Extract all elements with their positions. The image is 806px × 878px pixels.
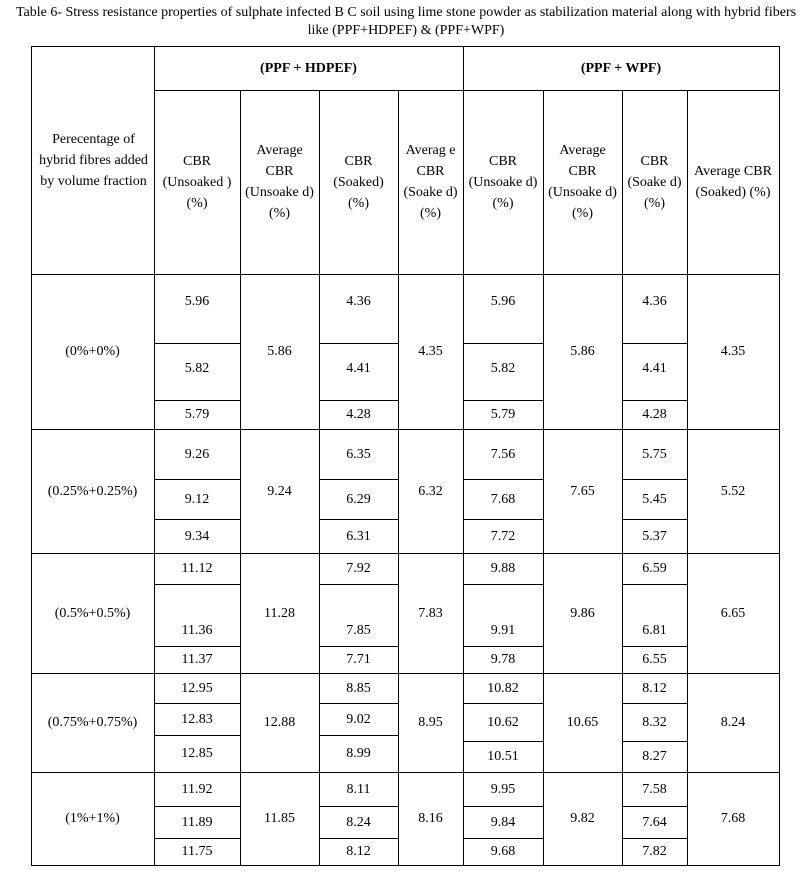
- average-cbr-cell: 5.52: [720, 483, 746, 499]
- cbr-value-cell: 7.71: [346, 652, 371, 667]
- cbr-value-cell: 7.58: [642, 782, 667, 797]
- cbr-value-cell: 5.96: [184, 294, 210, 309]
- column-header: Average CBR (Soaked) (%): [694, 164, 772, 200]
- cbr-value-cell: 9.68: [490, 844, 516, 859]
- column-header: CBR (Unsoaked ) (%): [162, 153, 232, 211]
- average-cbr-cell: 10.65: [566, 715, 599, 730]
- cbr-value-cell: 6.81: [642, 623, 667, 638]
- cbr-value-cell: 8.11: [346, 782, 371, 797]
- cbr-value-cell: 9.34: [184, 529, 210, 544]
- average-cbr-cell: 8.24: [720, 715, 746, 730]
- cbr-value-cell: 4.28: [346, 407, 371, 422]
- row-label: (0.75%+0.75%): [47, 715, 138, 730]
- cbr-value-cell: 9.91: [490, 623, 516, 638]
- average-cbr-cell: 6.65: [720, 605, 746, 621]
- cbr-value-cell: 5.82: [490, 361, 516, 376]
- group-header-hdpef: (PPF + HDPEF): [260, 60, 357, 76]
- cbr-value-cell: 4.41: [642, 361, 667, 376]
- cbr-value-cell: 6.55: [642, 652, 667, 667]
- table-border: [31, 865, 779, 866]
- cbr-value-cell: 12.95: [181, 681, 213, 696]
- average-cbr-cell: 6.32: [418, 483, 443, 499]
- cbr-value-cell: 6.59: [642, 561, 667, 576]
- cbr-value-cell: 8.85: [346, 681, 371, 696]
- cbr-value-cell: 4.36: [346, 294, 371, 309]
- cbr-value-cell: 7.72: [490, 529, 516, 544]
- cbr-value-cell: 10.62: [487, 715, 519, 730]
- average-cbr-cell: 11.28: [264, 605, 295, 621]
- cbr-value-cell: 4.36: [642, 294, 667, 309]
- cbr-value-cell: 11.36: [181, 623, 213, 638]
- column-header: CBR (Soake d) (%): [627, 153, 682, 211]
- cbr-value-cell: 5.37: [642, 529, 667, 544]
- cbr-value-cell: 10.51: [487, 749, 519, 764]
- cbr-value-cell: 8.27: [642, 749, 667, 764]
- cbr-value-cell: 11.89: [181, 815, 213, 830]
- cbr-value-cell: 9.12: [184, 492, 210, 507]
- average-cbr-cell: 4.35: [418, 344, 443, 359]
- cbr-value-cell: 11.75: [181, 844, 213, 859]
- cbr-value-cell: 6.29: [346, 492, 371, 507]
- average-cbr-cell: 9.24: [267, 483, 292, 499]
- cbr-value-cell: 11.92: [181, 782, 213, 797]
- cbr-value-cell: 9.95: [490, 782, 516, 797]
- cbr-value-cell: 7.64: [642, 815, 667, 830]
- cbr-value-cell: 4.28: [642, 407, 667, 422]
- cbr-value-cell: 8.12: [642, 681, 667, 696]
- cbr-value-cell: 9.84: [490, 815, 516, 830]
- cbr-value-cell: 6.31: [346, 529, 371, 544]
- cbr-value-cell: 12.85: [181, 746, 213, 761]
- average-cbr-cell: 5.86: [570, 344, 595, 359]
- column-header: Averag e CBR (Soake d) (%): [403, 143, 458, 221]
- average-cbr-cell: 8.16: [418, 811, 443, 826]
- cbr-value-cell: 12.83: [181, 712, 213, 727]
- average-cbr-cell: 7.68: [720, 811, 746, 826]
- cbr-value-cell: 9.88: [490, 561, 516, 576]
- cbr-value-cell: 7.56: [490, 447, 516, 462]
- average-cbr-cell: 8.95: [418, 715, 443, 730]
- table-caption: Table 6- Stress resistance properties of sulphate infected B C soil using lime stone powder as stabilization material along with hybrid fibers like (PPF+HDPEF) & (PPF+WPF): [15, 5, 797, 38]
- average-cbr-cell: 7.83: [418, 605, 443, 621]
- group-header-wpf: (PPF + WPF): [580, 60, 662, 76]
- cbr-value-cell: 6.35: [346, 447, 371, 462]
- average-cbr-cell: 9.86: [570, 605, 595, 621]
- cbr-value-cell: 7.92: [346, 561, 371, 576]
- average-cbr-cell: 12.88: [263, 715, 296, 730]
- cbr-value-cell: 4.41: [346, 361, 371, 376]
- column-header: Average CBR (Unsoake d) (%): [548, 143, 617, 221]
- column-header: CBR (Unsoake d) (%): [468, 153, 538, 211]
- average-cbr-cell: 5.86: [267, 344, 292, 359]
- cbr-value-cell: 11.12: [181, 561, 213, 576]
- cbr-value-cell: 9.78: [490, 652, 516, 667]
- cbr-value-cell: 5.75: [642, 447, 667, 462]
- cbr-value-cell: 5.79: [184, 407, 210, 422]
- cbr-value-cell: 8.32: [642, 715, 667, 730]
- cbr-value-cell: 5.79: [490, 407, 516, 422]
- row-label: (1%+1%): [65, 811, 120, 826]
- cbr-value-cell: 9.26: [184, 447, 210, 462]
- cbr-value-cell: 7.82: [642, 844, 667, 859]
- column-header: CBR (Soaked) (%): [333, 153, 384, 211]
- average-cbr-cell: 4.35: [720, 344, 746, 359]
- cbr-value-cell: 8.24: [346, 815, 371, 830]
- table-border: [779, 46, 780, 866]
- cbr-value-cell: 7.68: [490, 492, 516, 507]
- row-label: (0.25%+0.25%): [47, 483, 138, 499]
- average-cbr-cell: 11.85: [264, 811, 295, 826]
- cbr-value-cell: 5.82: [184, 361, 210, 376]
- cbr-value-cell: 11.37: [181, 652, 213, 667]
- cbr-value-cell: 9.02: [346, 712, 371, 727]
- row-label: (0%+0%): [65, 344, 120, 359]
- cbr-value-cell: 8.12: [346, 844, 371, 859]
- cbr-value-cell: 5.96: [490, 294, 516, 309]
- average-cbr-cell: 9.82: [570, 811, 595, 826]
- cbr-value-cell: 5.45: [642, 492, 667, 507]
- cbr-value-cell: 7.85: [346, 623, 371, 638]
- row-label: (0.5%+0.5%): [54, 605, 131, 621]
- column-header: Average CBR (Unsoake d) (%): [245, 143, 314, 221]
- row-header: Perecentage of hybrid fibres added by volume fraction: [39, 131, 148, 189]
- average-cbr-cell: 7.65: [570, 483, 595, 499]
- cbr-value-cell: 8.99: [346, 746, 371, 761]
- cbr-value-cell: 10.82: [487, 681, 519, 696]
